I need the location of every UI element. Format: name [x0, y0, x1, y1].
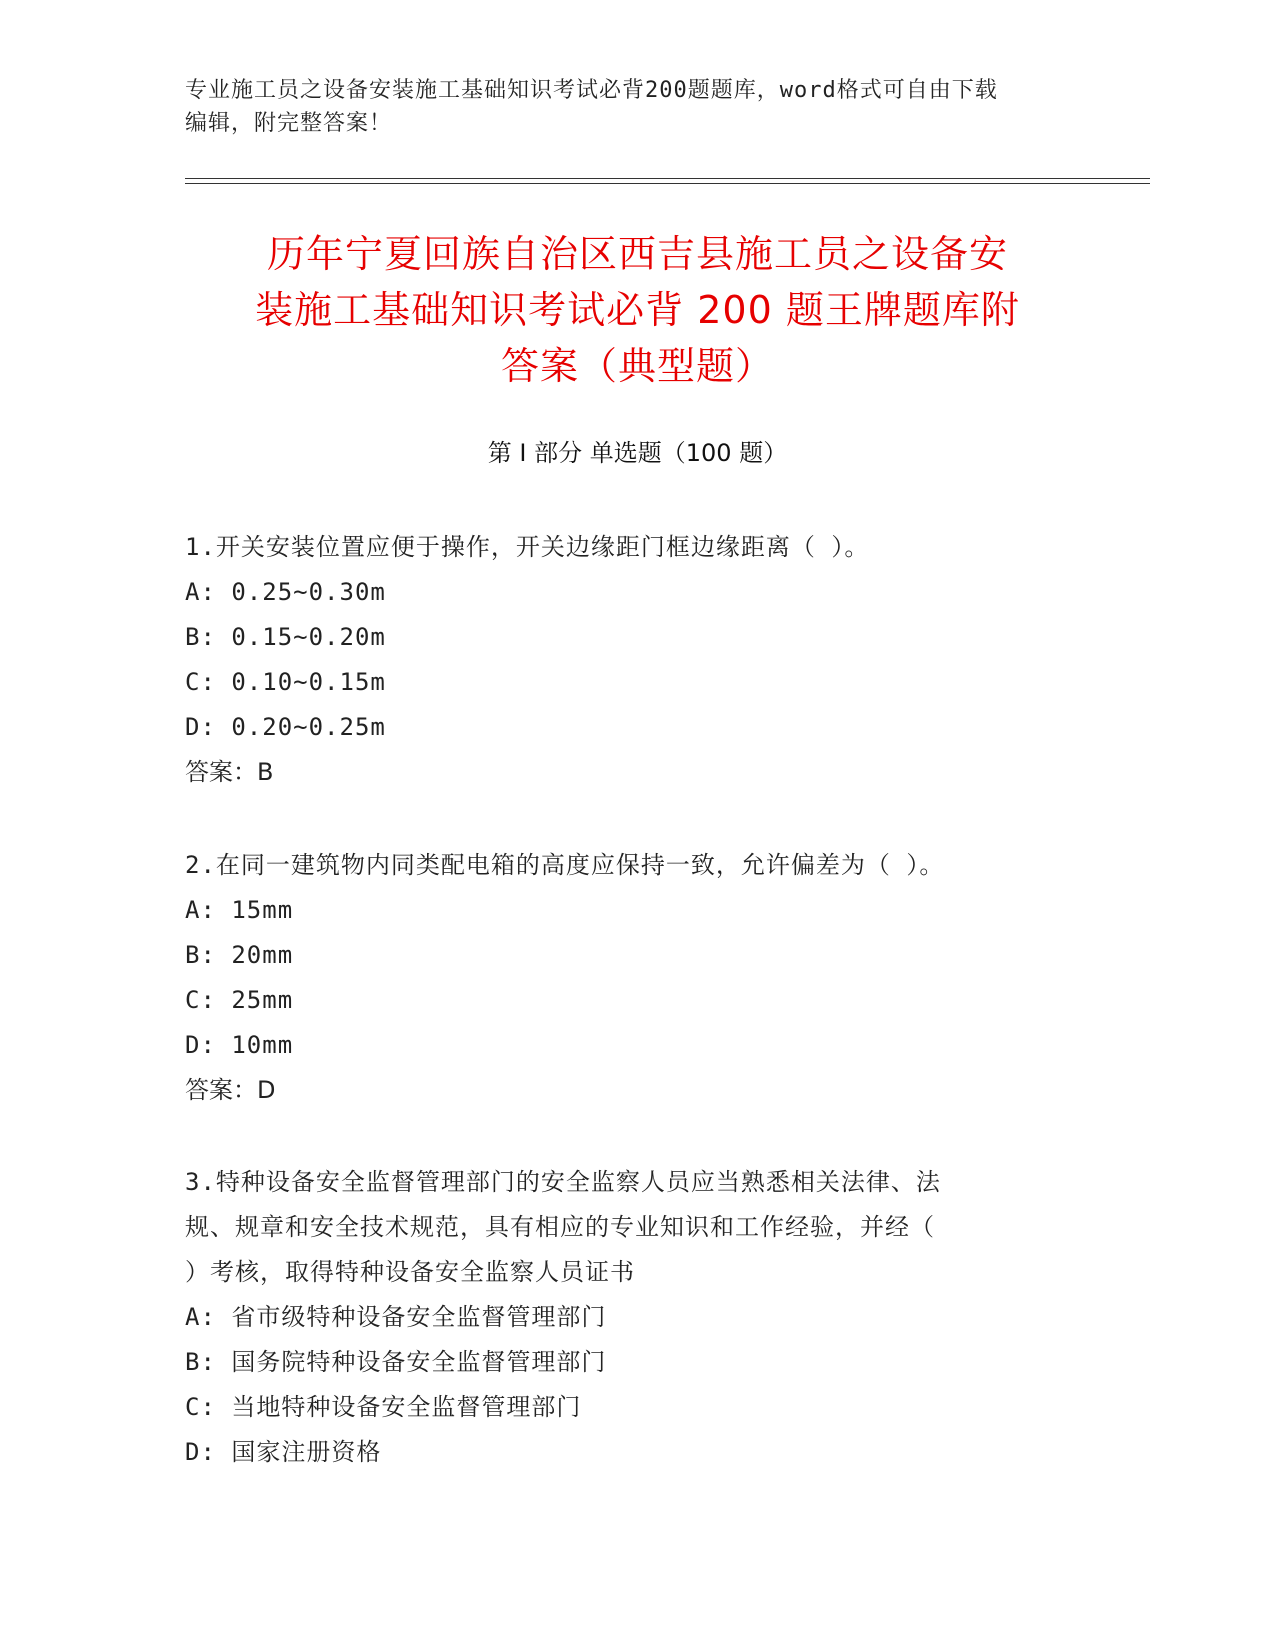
question-stem: 1.开关安装位置应便于操作，开关边缘距门框边缘距离（ ）。: [185, 533, 870, 561]
question-stem-line-2: 规、规章和安全技术规范，具有相应的专业知识和工作经验，并经（: [185, 1213, 935, 1241]
option-d: D: 10mm: [185, 1031, 294, 1059]
section-heading: 第 I 部分 单选题（100 题）: [487, 439, 788, 467]
option-a: A: 省市级特种设备安全监督管理部门: [185, 1303, 607, 1331]
option-c: C: 25mm: [185, 986, 294, 1014]
question-2: [185, 843, 1065, 1113]
option-a: A: 15mm: [185, 896, 294, 924]
answer: 答案：D: [185, 1076, 276, 1104]
answer: 答案：B: [185, 758, 274, 786]
title-line-1: 历年宁夏回族自治区西吉县施工员之设备安: [266, 232, 1008, 276]
header-divider-top: [185, 178, 1150, 179]
question-1: [185, 525, 1065, 795]
question-stem-line-1: 3.特种设备安全监督管理部门的安全监察人员应当熟悉相关法律、法: [185, 1168, 941, 1196]
header-note-line-1: 专业施工员之设备安装施工基础知识考试必背200题题库，word格式可自由下载: [185, 78, 998, 103]
title-line-3: 答案（典型题）: [500, 344, 774, 388]
option-c: C: 0.10~0.15m: [185, 668, 386, 696]
question-stem: 2.在同一建筑物内同类配电箱的高度应保持一致，允许偏差为（ ）。: [185, 851, 945, 879]
question-stem-line-3: ）考核，取得特种设备安全监察人员证书: [185, 1258, 635, 1286]
option-b: B: 国务院特种设备安全监督管理部门: [185, 1348, 607, 1376]
option-d: D: 国家注册资格: [185, 1438, 382, 1466]
header-note-line-2: 编辑，附完整答案！: [185, 111, 393, 136]
document-title: [185, 226, 1090, 394]
option-d: D: 0.20~0.25m: [185, 713, 386, 741]
header-note: [185, 74, 1065, 140]
title-line-2: 装施工基础知识考试必背 200 题王牌题库附: [255, 288, 1020, 332]
option-b: B: 20mm: [185, 941, 294, 969]
option-c: C: 当地特种设备安全监督管理部门: [185, 1393, 582, 1421]
header-divider-bottom: [185, 183, 1150, 184]
question-3: [185, 1160, 1065, 1475]
option-a: A: 0.25~0.30m: [185, 578, 386, 606]
option-b: B: 0.15~0.20m: [185, 623, 386, 651]
